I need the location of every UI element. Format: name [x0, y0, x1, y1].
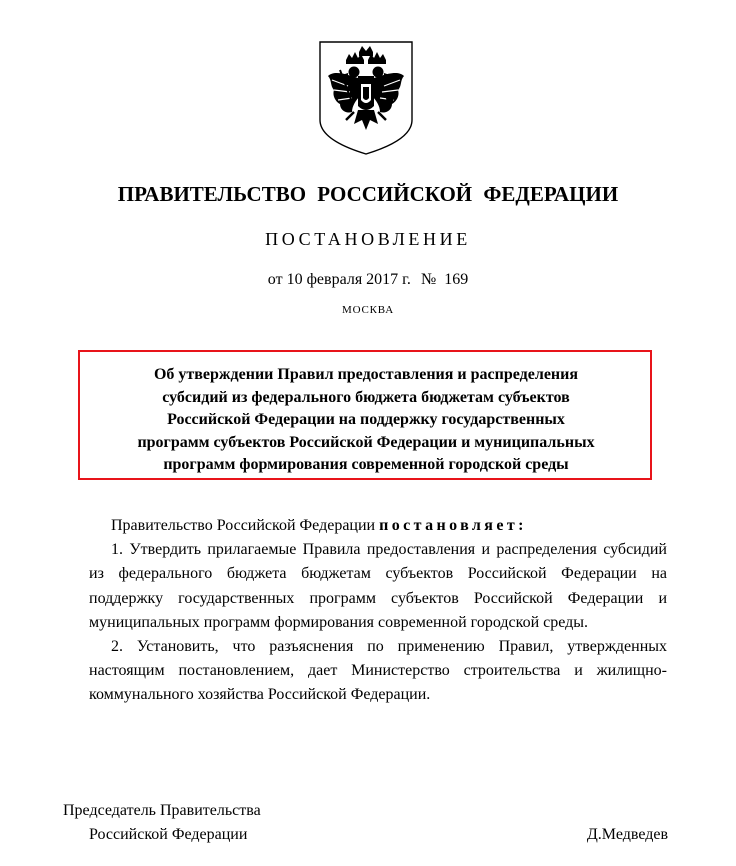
government-title: ПРАВИТЕЛЬСТВО РОССИЙСКОЙ ФЕДЕРАЦИИ	[117, 182, 619, 206]
subject-line: субсидий из федерального бюджета бюджетам субъектов	[162, 388, 570, 406]
subject-line: Российской Федерации на поддержку государственных	[167, 411, 565, 428]
document-type: ПОСТАНОВЛЕНИЕ	[265, 229, 471, 249]
subject-line: программ формирования современной городской среды	[163, 456, 569, 473]
subject-line: программ субъектов Российской Федерации и муниципальных	[137, 433, 595, 451]
number-sign: №	[420, 271, 437, 288]
document-body	[89, 514, 667, 708]
resolution-item-2: 2. Установить, что разъяснения по применению Правил, утвержденных настоящим постановлением, дает Министерство строительства и жилищно-коммунального хозяйства Российской Федерации.	[89, 638, 667, 704]
signature-title	[63, 799, 261, 848]
document-date: от 10 февраля 2017 г.	[267, 271, 411, 288]
intro-text: Правительство Российской Федерации	[111, 517, 376, 534]
document-date-line	[0, 271, 736, 289]
document-number: 169	[444, 271, 469, 288]
signer-name: Д.Медведев	[586, 826, 668, 843]
resolution-intro	[89, 514, 667, 538]
signature-title-line-2: Российской Федерации	[89, 826, 248, 844]
resolution-item-1: 1. Утвердить прилагаемые Правила предоставления и распределения субсидий из федерального бюджета бюджетам субъектов Российской Федерации на поддержку государственных программ субъектов Российской Федерации и муниципальных программ формирования современной городской среды.	[89, 541, 667, 631]
city: МОСКВА	[342, 304, 394, 316]
subject-line: Об утверждении Правил предоставления и распределения	[153, 366, 579, 383]
signature-title-line-1: Председатель Правительства	[63, 802, 261, 819]
document-subject	[92, 364, 640, 477]
russian-coat-of-arms-icon	[318, 40, 414, 156]
resolution-verb: постановляет:	[379, 517, 527, 534]
